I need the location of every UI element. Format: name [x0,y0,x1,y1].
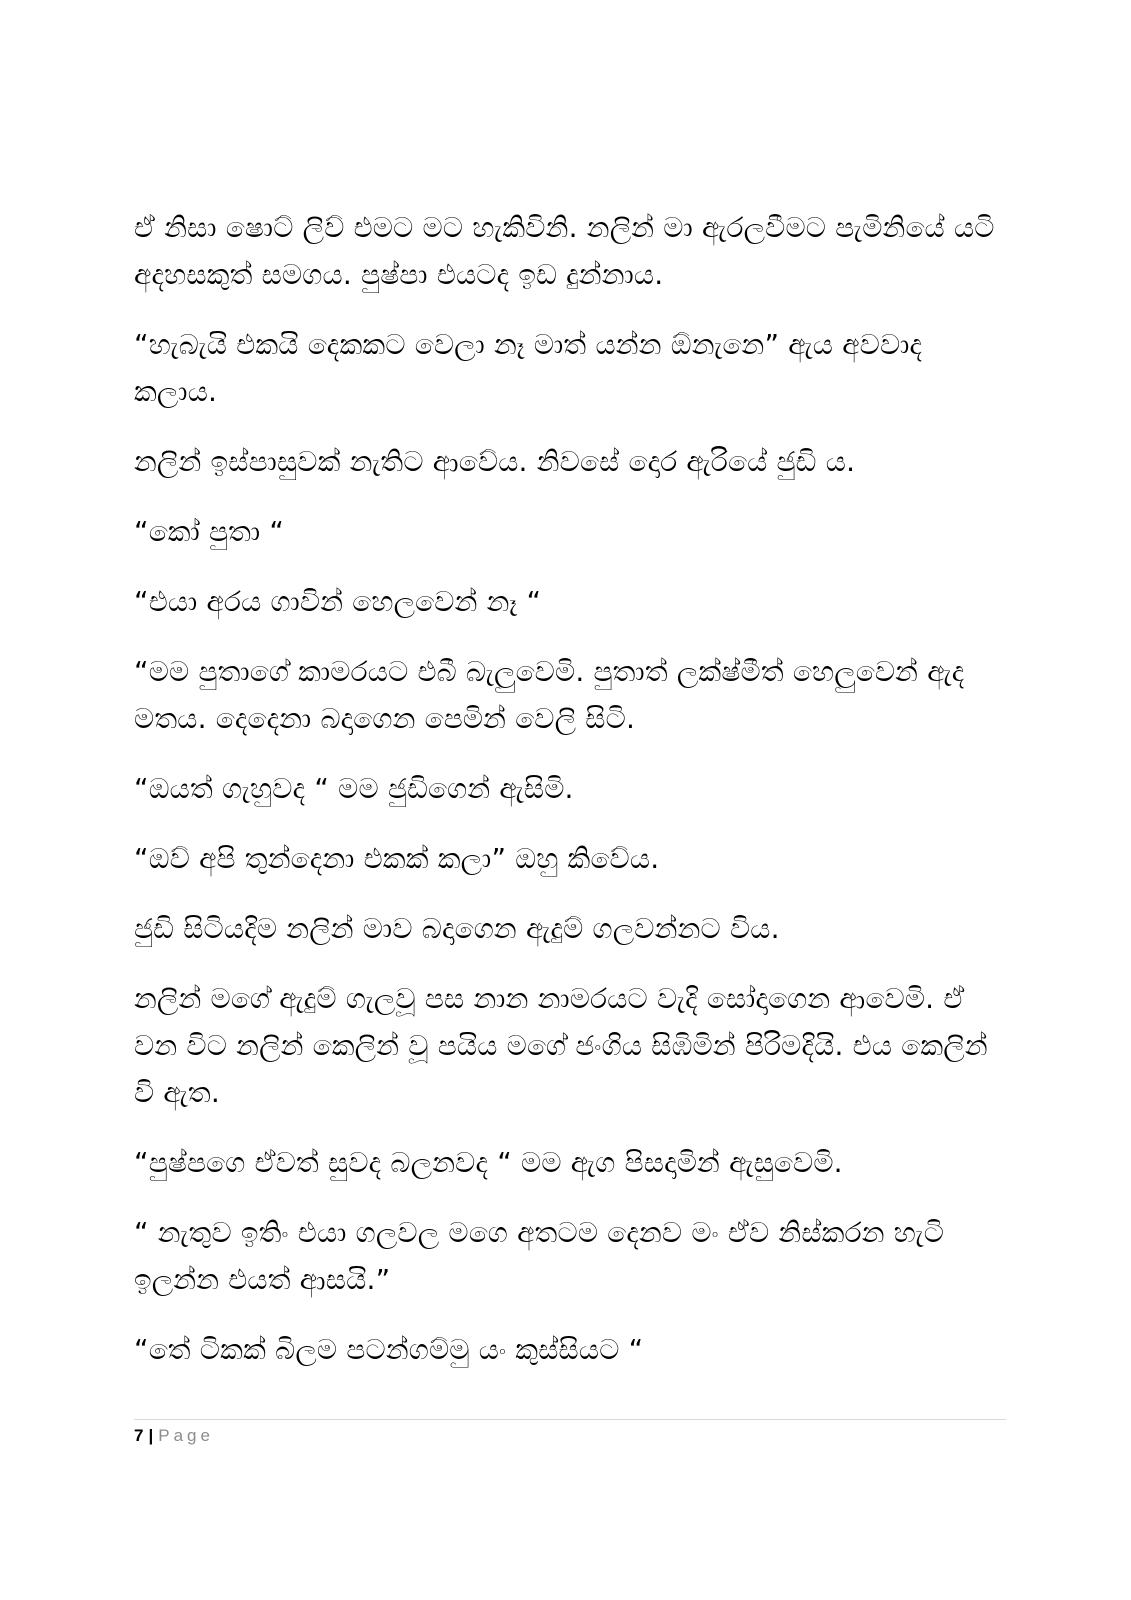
footer-divider [134,1419,1006,1420]
footer-separator: | [148,1426,154,1445]
paragraph: “තේ ටිකක් බිලම පටන්ගම්මු යං කුස්සියට “ [134,1333,644,1366]
paragraph: නලින් ඉස්පාසුවක් නැතිට ආවේය. නිවසේ දොර ඇරියේ ජුඩි ය. [134,445,856,478]
paragraph: ජුඩි සිටියදිම නලින් මාව බදාගෙන ඇදුම් ගලවන්නට විය. [134,912,780,945]
paragraph: “ඔව් අපි තුන්දෙනා එකක් කලා” ඔහු කිවේය. [134,842,660,875]
paragraph: “පුෂ්පගෙ ඒවත් සුවද බලනවද “ මම ඇග පිසදාමින් ඇසුවෙමි. [134,1146,843,1179]
paragraph: “එයා අරය ගාවින් හෙලවෙන් නෑ “ [134,585,542,618]
page-footer [134,1426,214,1446]
document-body [134,204,1014,1396]
page-number: 7 [134,1426,144,1445]
page-label: Page [158,1426,214,1445]
paragraph: “මම පුතාගේ කාමරයට එබී බැලුවෙමි. පුතාත් ලක්ෂ්මීත් හෙලුවෙන් ඇද මතය. දෙදෙනා බදාගෙන පෙමින් වෙලි සිටි. [134,655,965,735]
paragraph: ඒ නිසා ෂොට් ලිව් එමට මට හැකිවිනි. නලින් මා ඇරලවීමට පැමිනියේ යටි අදහසකුත් සමගය. පුෂ්පා එයටද ඉඩ දුන්නාය. [134,211,995,291]
paragraph: “හැබැයි එකයි දෙකකට වෙලා නෑ මාත් යන්න ඕනැනෙ” ඇය අවවාද කලාය. [134,328,923,408]
paragraph: “ඔයත් ගැහුවද “ මම ජුඩිගෙන් ඇසිමි. [134,772,574,805]
paragraph: නලින් මගේ ඇදුම් ගැලවූ පස නාන නාමරයට වැදි සෝදාගෙන ආවෙමි. ඒ වන විට නලින් කෙලින් වූ පයිය මගේ ජංගිය සිඹිමින් පිරිමදියි. එය කෙලින් වි ඇත. [134,982,988,1109]
paragraph: “කෝ පුතා “ [134,515,285,548]
paragraph: “ නැතුව ඉතිං එයා ගලවල මගෙ අතටම දෙනව මං ඒව නිස්කරන හැටි ඉලන්න එයත් ආසයි.” [134,1216,945,1296]
